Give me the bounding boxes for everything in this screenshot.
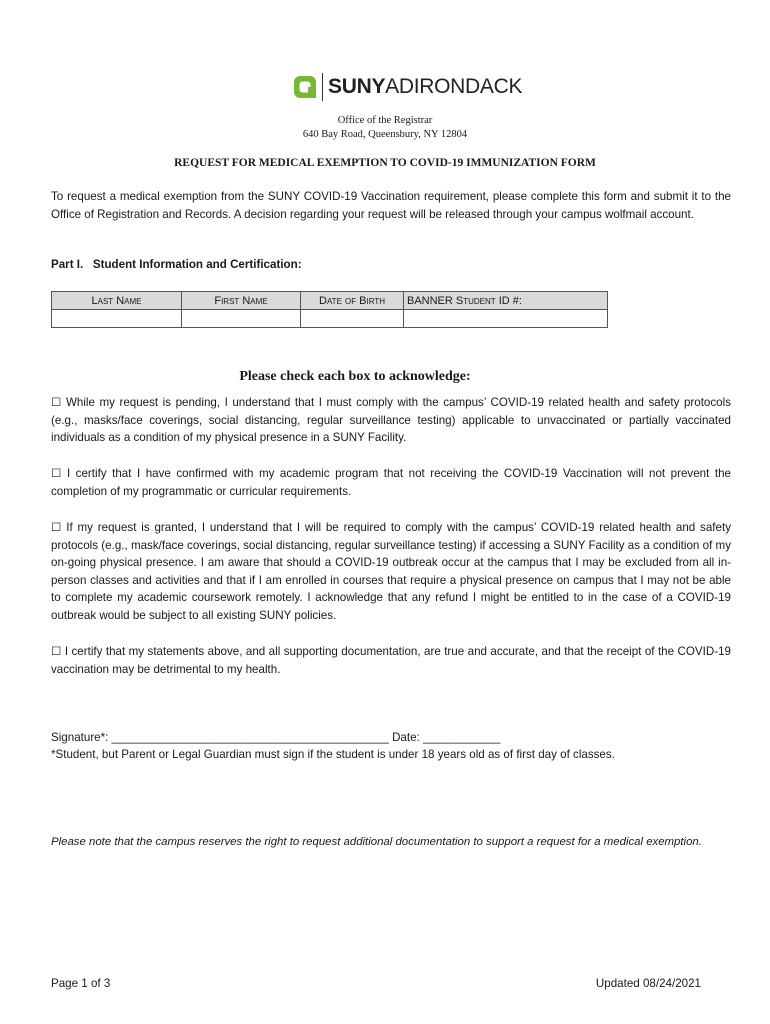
acknowledgement-2-text: I certify that I have confirmed with my academic program that not receiving the COVID-19 Vaccination will not prevent the completion of my programmatic or curricular requirements. [51, 467, 731, 498]
banner-id-field[interactable] [404, 310, 608, 328]
signature-date-line[interactable]: Signature*: ___________________________________________ Date: ____________ [51, 731, 501, 744]
acknowledgement-1 [51, 394, 731, 447]
page-number: Page 1 of 3 [51, 977, 111, 990]
acknowledge-heading: Please check each box to acknowledge: [239, 369, 471, 384]
header-banner-id: BANNER Student ID #: [404, 292, 608, 310]
student-info-table [51, 291, 608, 328]
acknowledgement-3 [51, 519, 731, 624]
campus-note: Please note that the campus reserves the right to request additional documentation to support a request for a medical exemption. [51, 836, 702, 848]
office-name: Office of the Registrar [337, 115, 433, 126]
office-address: 640 Bay Road, Queensbury, NY 12804 [302, 129, 468, 140]
intro-paragraph: To request a medical exemption from the SUNY COVID-19 Vaccination requirement, please complete this form and submit it to the Office of Registration and Records. A decision regarding your request will be released through your campus wolfmail account. [51, 190, 731, 221]
last-name-field[interactable] [52, 310, 182, 328]
suny-adirondack-logo [294, 72, 522, 102]
date-of-birth-field[interactable] [301, 310, 404, 328]
header-date-of-birth: Date of Birth [301, 292, 404, 310]
acknowledgement-4-text: I certify that my statements above, and all supporting documentation, are true and accurate, and that the receipt of the COVID-19 vaccination may be detrimental to my health. [51, 645, 731, 676]
checkbox-2[interactable]: ☐ [51, 467, 62, 480]
acknowledgement-3-text: If my request is granted, I understand that I will be required to comply with the campus’ COVID-19 related health and safety protocols (e.g., mask/face coverings, social distancing, regular surveillance testing) if accessing a SUNY Facility as a condition of my on-going physical presence. I am aware that should a COVID-19 outbreak occur at the campus that I may be excluded from all in-person classes and activities and that if I am enrolled in courses that require a physical presence on campus that I may not be able to complete my academic coursework remotely. I acknowledge that any refund I might be entitled to in the case of a COVID-19 outbreak would be subject to all existing SUNY policies. [51, 521, 731, 622]
acknowledgement-1-text: While my request is pending, I understand that I must comply with the campus’ COVID-19 related health and safety protocols (e.g., masks/face coverings, social distancing, regular surveillance testing) applicable to unvaccinated or partially vaccinated individuals as a condition of my physical presence in a SUNY Facility. [51, 396, 731, 444]
acknowledgement-2 [51, 465, 731, 500]
checkbox-3[interactable]: ☐ [51, 521, 62, 534]
signature-footnote: *Student, but Parent or Legal Guardian must sign if the student is under 18 years old as of first day of classes. [51, 748, 615, 761]
logo-mark-icon [294, 76, 316, 98]
table-header-row [52, 292, 608, 310]
header-first-name: First Name [182, 292, 301, 310]
first-name-field[interactable] [182, 310, 301, 328]
form-title: REQUEST FOR MEDICAL EXEMPTION TO COVID-19 IMMUNIZATION FORM [174, 157, 596, 169]
logo-wordmark: SUNYADIRONDACK [328, 75, 523, 98]
checkbox-1[interactable]: ☐ [51, 396, 62, 409]
logo-divider [322, 73, 323, 101]
header-last-name: Last Name [52, 292, 182, 310]
acknowledgement-4 [51, 643, 731, 678]
table-input-row [52, 310, 608, 328]
part-heading: Part I. Student Information and Certification: [51, 258, 302, 271]
updated-date: Updated 08/24/2021 [595, 977, 701, 990]
checkbox-4[interactable]: ☐ [51, 645, 62, 658]
